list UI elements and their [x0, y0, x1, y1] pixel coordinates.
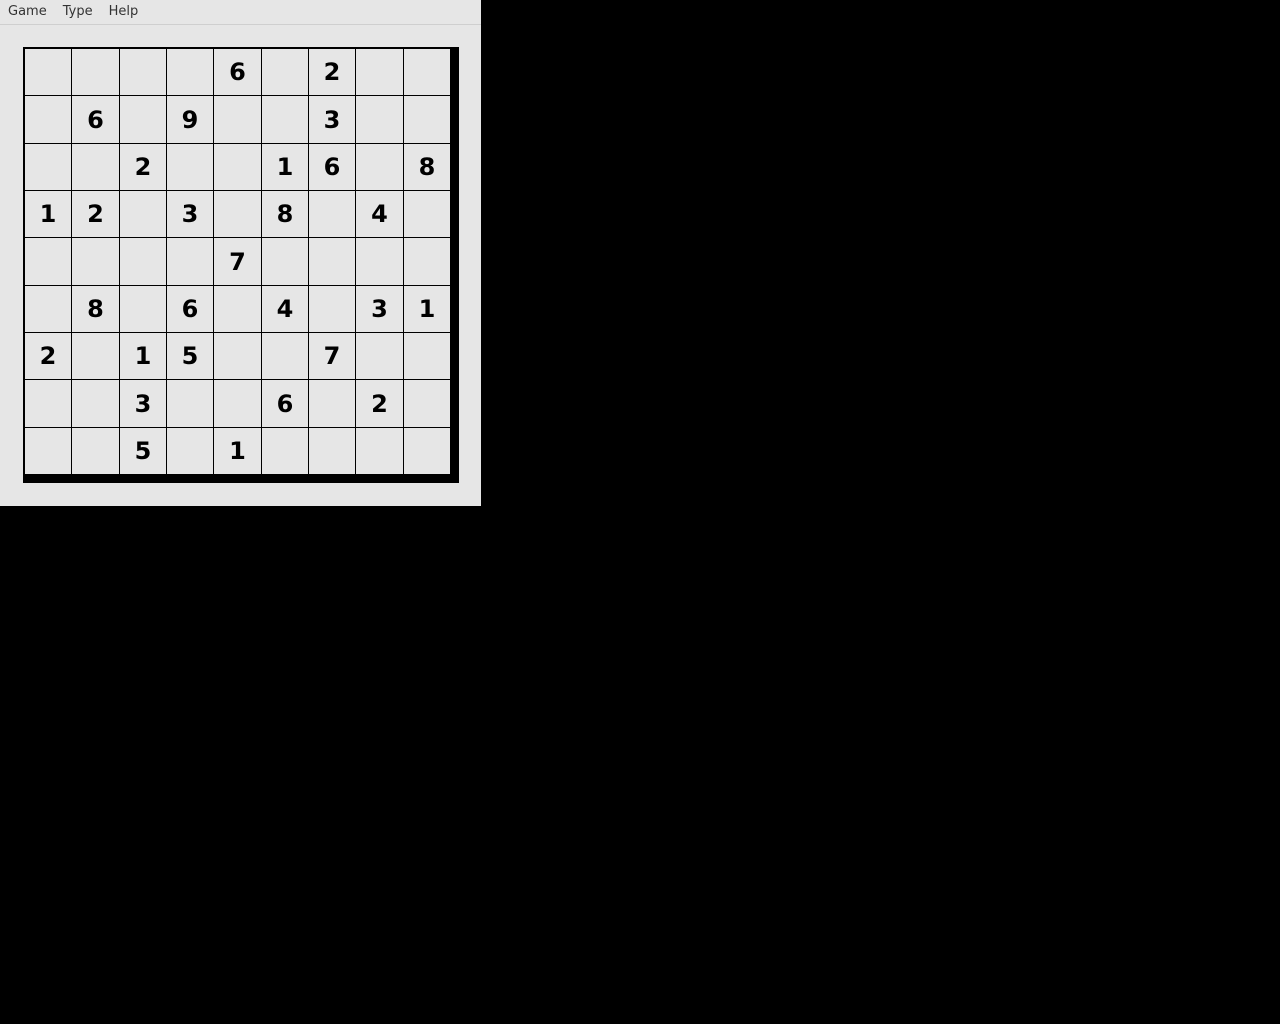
sudoku-cell-r2-c6[interactable]: [262, 96, 308, 143]
sudoku-cell-r1-c6[interactable]: [262, 49, 308, 95]
sudoku-cell-r2-c7[interactable]: 3: [309, 96, 355, 143]
sudoku-cell-r5-c1[interactable]: [25, 238, 71, 285]
sudoku-cell-r3-c7[interactable]: 6: [309, 144, 355, 190]
sudoku-cell-r5-c8[interactable]: [356, 238, 403, 285]
sudoku-cell-r9-c6[interactable]: [262, 428, 308, 474]
sudoku-cell-r1-c2[interactable]: [72, 49, 119, 95]
sudoku-cell-r2-c5[interactable]: [214, 96, 261, 143]
sudoku-cell-r1-c8[interactable]: [356, 49, 403, 95]
sudoku-cell-r8-c9[interactable]: [404, 380, 450, 427]
sudoku-cell-r6-c8[interactable]: 3: [356, 286, 403, 332]
sudoku-cell-r3-c1[interactable]: [25, 144, 71, 190]
sudoku-cell-r6-c9[interactable]: 1: [404, 286, 450, 332]
menu-game[interactable]: Game: [8, 4, 47, 19]
sudoku-cell-r6-c1[interactable]: [25, 286, 71, 332]
sudoku-cell-r9-c9[interactable]: [404, 428, 450, 474]
sudoku-cell-r2-c4[interactable]: 9: [167, 96, 213, 143]
sudoku-cell-r9-c7[interactable]: [309, 428, 355, 474]
sudoku-cell-r5-c2[interactable]: [72, 238, 119, 285]
sudoku-cell-r6-c7[interactable]: [309, 286, 355, 332]
sudoku-cell-r3-c4[interactable]: [167, 144, 213, 190]
sudoku-cell-r6-c6[interactable]: 4: [262, 286, 308, 332]
sudoku-cell-r6-c4[interactable]: 6: [167, 286, 213, 332]
sudoku-cell-r4-c4[interactable]: 3: [167, 191, 213, 237]
sudoku-cell-r7-c5[interactable]: [214, 333, 261, 379]
menu-bar: [0, 0, 481, 25]
sudoku-cell-r7-c6[interactable]: [262, 333, 308, 379]
sudoku-cell-r7-c9[interactable]: [404, 333, 450, 379]
sudoku-cell-r3-c9[interactable]: 8: [404, 144, 450, 190]
sudoku-cell-r3-c2[interactable]: [72, 144, 119, 190]
sudoku-cell-r1-c1[interactable]: [25, 49, 71, 95]
sudoku-cell-r4-c3[interactable]: [120, 191, 166, 237]
sudoku-cell-r7-c2[interactable]: [72, 333, 119, 379]
sudoku-cell-r4-c7[interactable]: [309, 191, 355, 237]
sudoku-cell-r9-c5[interactable]: 1: [214, 428, 261, 474]
sudoku-cell-r3-c6[interactable]: 1: [262, 144, 308, 190]
sudoku-cell-r9-c2[interactable]: [72, 428, 119, 474]
sudoku-cell-r5-c6[interactable]: [262, 238, 308, 285]
sudoku-cell-r1-c4[interactable]: [167, 49, 213, 95]
sudoku-cell-r2-c2[interactable]: 6: [72, 96, 119, 143]
sudoku-cell-r5-c7[interactable]: [309, 238, 355, 285]
sudoku-cell-r2-c9[interactable]: [404, 96, 450, 143]
sudoku-cell-r1-c5[interactable]: 6: [214, 49, 261, 95]
sudoku-cell-r6-c5[interactable]: [214, 286, 261, 332]
sudoku-cell-r5-c5[interactable]: 7: [214, 238, 261, 285]
sudoku-cell-r4-c1[interactable]: 1: [25, 191, 71, 237]
sudoku-cell-r7-c3[interactable]: 1: [120, 333, 166, 379]
sudoku-cell-r5-c9[interactable]: [404, 238, 450, 285]
sudoku-cell-r9-c8[interactable]: [356, 428, 403, 474]
sudoku-cell-r5-c4[interactable]: [167, 238, 213, 285]
sudoku-cell-r9-c1[interactable]: [25, 428, 71, 474]
sudoku-cell-r2-c3[interactable]: [120, 96, 166, 143]
sudoku-cell-r6-c3[interactable]: [120, 286, 166, 332]
sudoku-cell-r8-c2[interactable]: [72, 380, 119, 427]
sudoku-cell-r8-c3[interactable]: 3: [120, 380, 166, 427]
sudoku-board: [23, 47, 459, 483]
sudoku-cell-r4-c8[interactable]: 4: [356, 191, 403, 237]
sudoku-cell-r4-c5[interactable]: [214, 191, 261, 237]
sudoku-cell-r7-c7[interactable]: 7: [309, 333, 355, 379]
sudoku-cell-r1-c7[interactable]: 2: [309, 49, 355, 95]
sudoku-cell-r4-c6[interactable]: 8: [262, 191, 308, 237]
sudoku-cell-r9-c4[interactable]: [167, 428, 213, 474]
sudoku-cell-r8-c8[interactable]: 2: [356, 380, 403, 427]
sudoku-cell-r8-c7[interactable]: [309, 380, 355, 427]
sudoku-cell-r9-c3[interactable]: 5: [120, 428, 166, 474]
sudoku-cell-r6-c2[interactable]: 8: [72, 286, 119, 332]
sudoku-cell-r2-c1[interactable]: [25, 96, 71, 143]
sudoku-cell-r5-c3[interactable]: [120, 238, 166, 285]
sudoku-cell-r7-c1[interactable]: 2: [25, 333, 71, 379]
sudoku-cell-r8-c4[interactable]: [167, 380, 213, 427]
sudoku-cell-r1-c9[interactable]: [404, 49, 450, 95]
sudoku-cell-r3-c3[interactable]: 2: [120, 144, 166, 190]
sudoku-cell-r3-c5[interactable]: [214, 144, 261, 190]
sudoku-cell-r8-c5[interactable]: [214, 380, 261, 427]
sudoku-cell-r4-c2[interactable]: 2: [72, 191, 119, 237]
sudoku-cell-r4-c9[interactable]: [404, 191, 450, 237]
sudoku-cell-r8-c1[interactable]: [25, 380, 71, 427]
sudoku-window: [0, 0, 481, 506]
sudoku-cell-r3-c8[interactable]: [356, 144, 403, 190]
sudoku-cell-r1-c3[interactable]: [120, 49, 166, 95]
menu-type[interactable]: Type: [62, 4, 93, 19]
sudoku-cell-r7-c4[interactable]: 5: [167, 333, 213, 379]
sudoku-cell-r8-c6[interactable]: 6: [262, 380, 308, 427]
menu-help[interactable]: Help: [108, 4, 139, 19]
sudoku-cell-r2-c8[interactable]: [356, 96, 403, 143]
sudoku-cell-r7-c8[interactable]: [356, 333, 403, 379]
